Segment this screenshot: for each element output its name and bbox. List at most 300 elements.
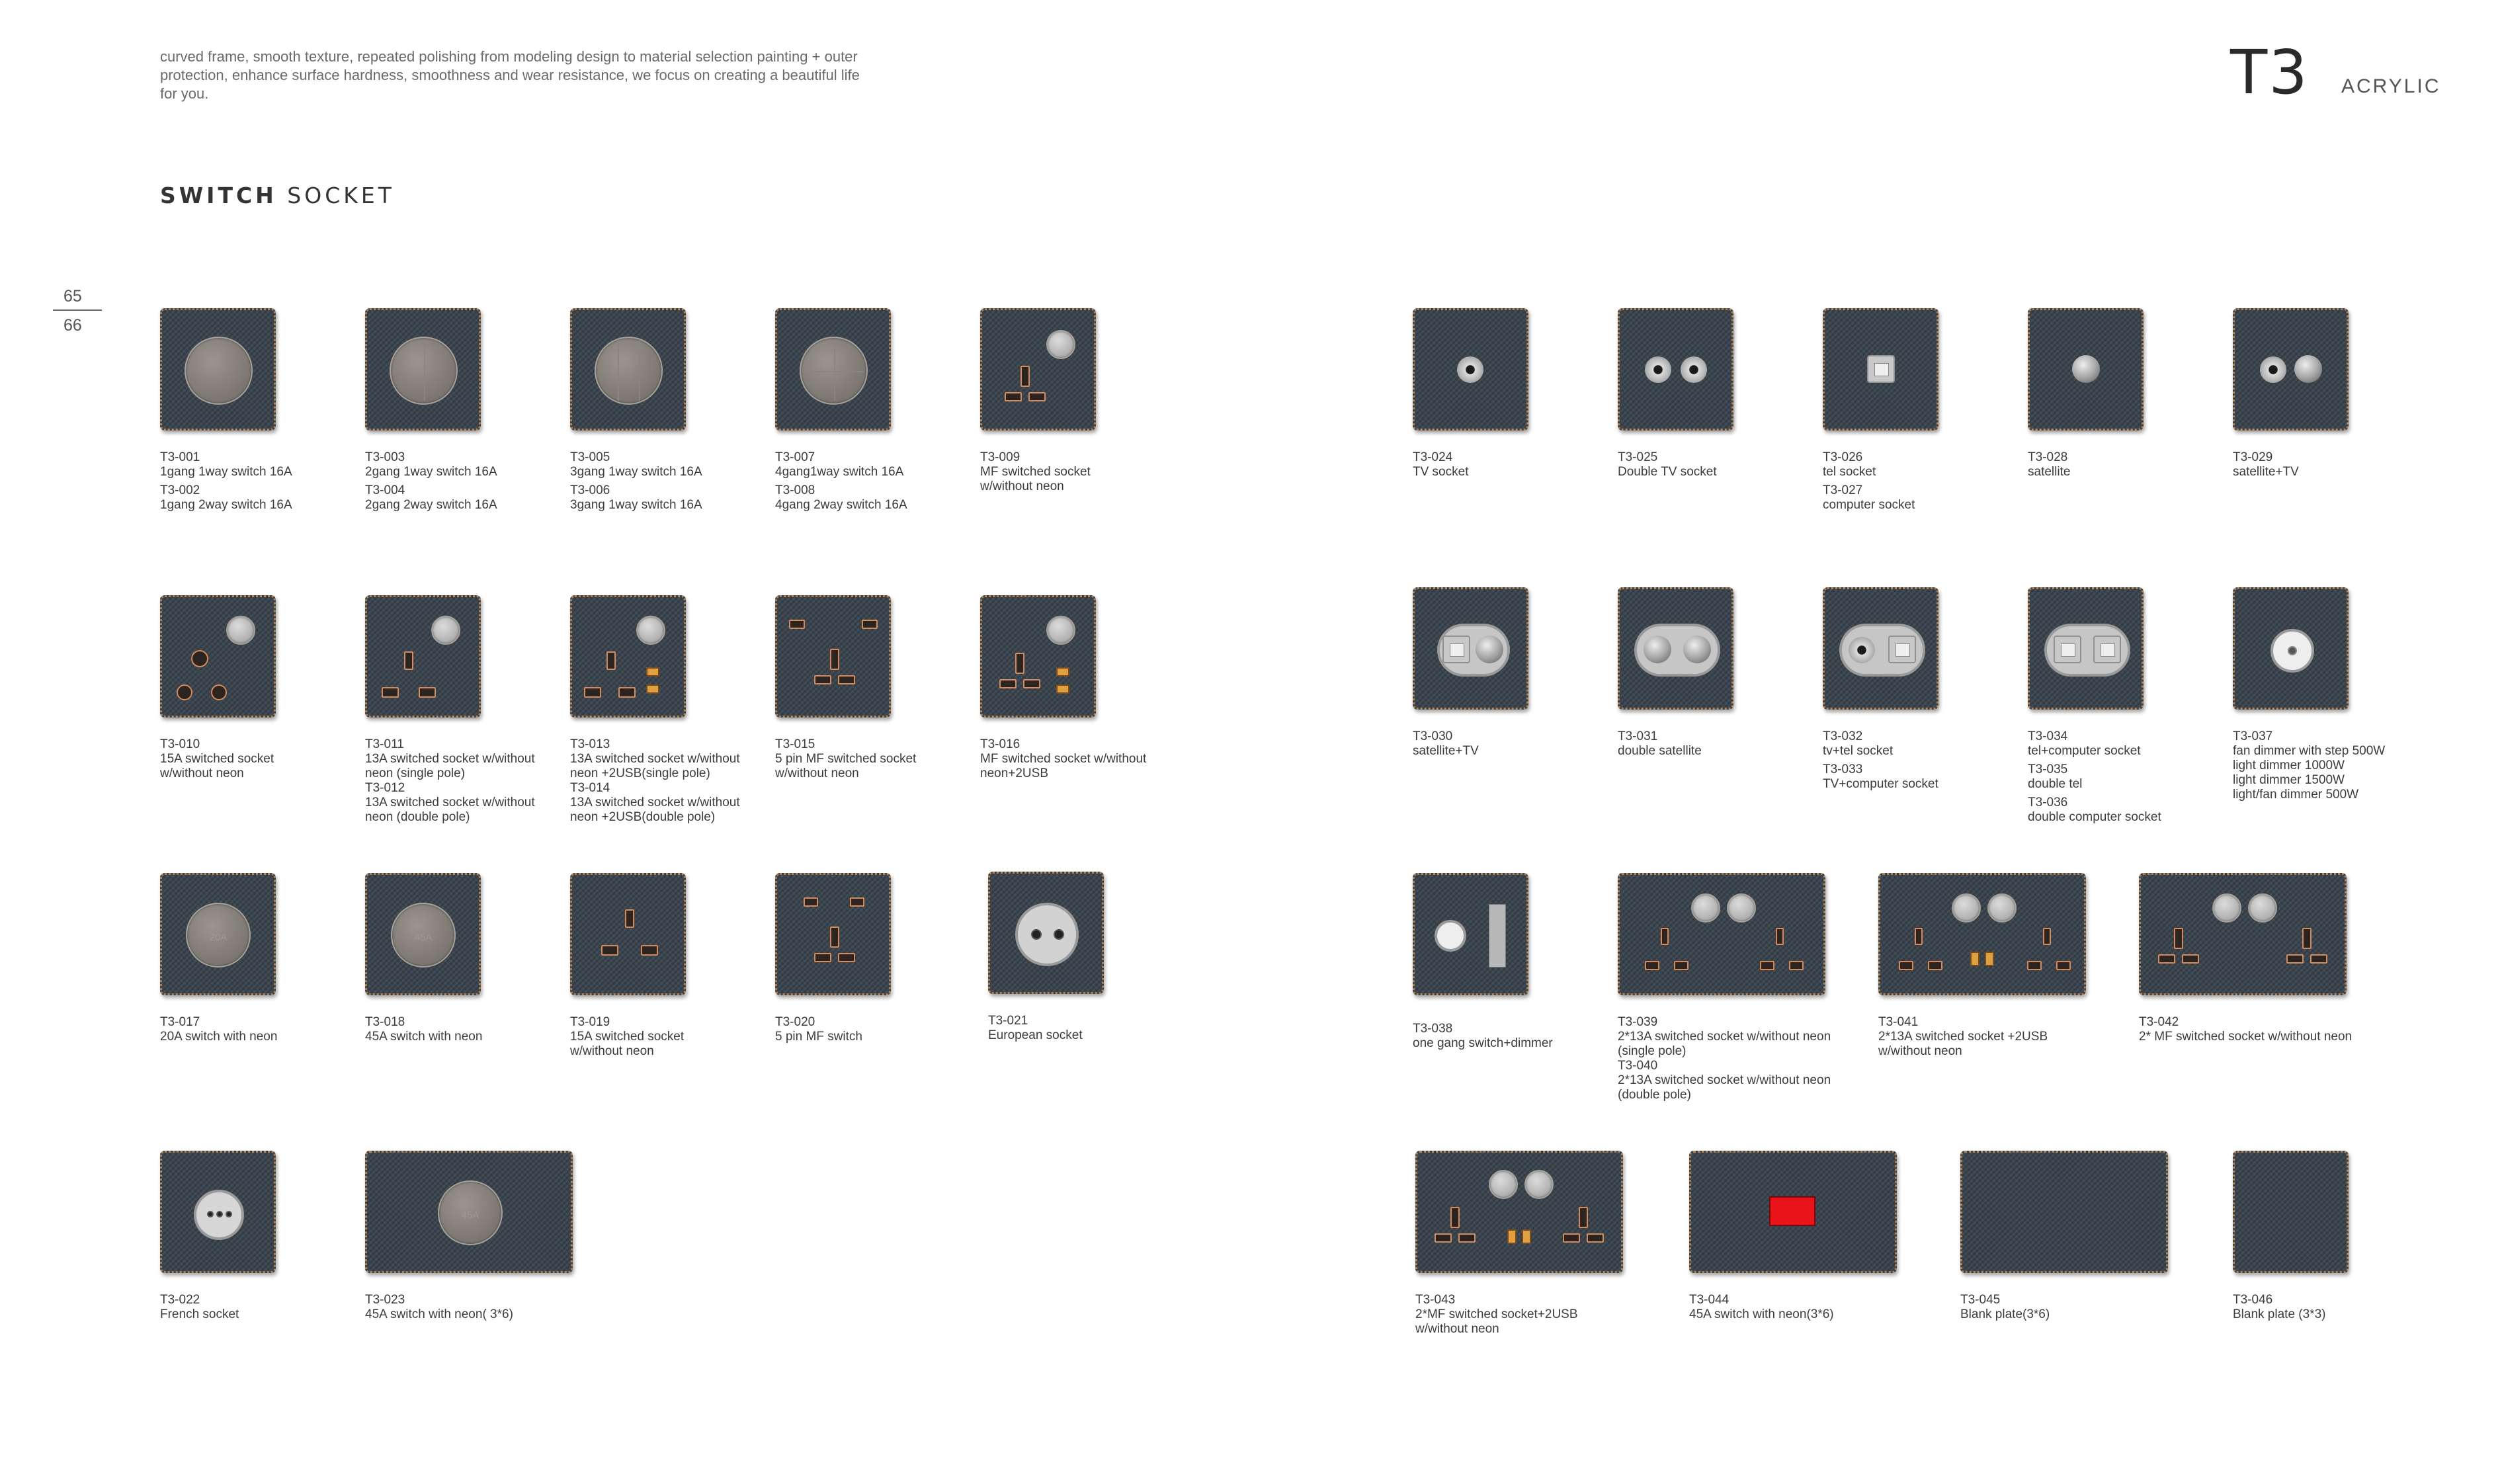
rj-port-icon xyxy=(2054,636,2081,663)
product-desc: fan dimmer with step 500W xyxy=(2233,744,2386,758)
product-code: T3-002 xyxy=(160,483,200,497)
dimmer-knob-icon xyxy=(1435,920,1466,952)
product-image xyxy=(775,873,891,995)
product-desc: 5 pin MF switch xyxy=(775,1030,862,1044)
round-switch-icon: 20A xyxy=(186,903,251,968)
product-code: T3-041 xyxy=(1878,1015,1919,1029)
product-caption xyxy=(2233,450,2349,479)
product-image xyxy=(365,873,481,995)
product-caption xyxy=(1618,450,1733,479)
product-card xyxy=(1415,1151,1623,1337)
round-pin-icon xyxy=(191,650,208,667)
usb-port-icon xyxy=(1985,952,1994,966)
product-image xyxy=(2139,873,2347,995)
page-number-right: 66 xyxy=(63,316,82,335)
product-code: T3-010 xyxy=(160,737,200,751)
round-pin-icon xyxy=(216,1211,223,1217)
product-desc: 13A switched socket w/without xyxy=(570,752,740,766)
product-desc: w/without neon xyxy=(980,479,1064,493)
product-code: T3-019 xyxy=(570,1015,610,1029)
product-desc: satellite+TV xyxy=(2233,465,2299,479)
product-caption xyxy=(570,737,740,825)
product-card xyxy=(1413,587,1528,759)
product-card xyxy=(160,308,292,513)
product-code: T3-029 xyxy=(2233,450,2273,464)
product-caption xyxy=(980,450,1096,494)
product-desc: neon (double pole) xyxy=(365,810,470,824)
model-name: T3 xyxy=(2230,37,2309,108)
product-image xyxy=(2233,587,2349,710)
product-card xyxy=(2139,873,2352,1044)
pin-icon xyxy=(1928,961,1942,970)
product-caption xyxy=(775,450,907,513)
pin-icon xyxy=(2056,961,2071,970)
product-card xyxy=(2233,587,2385,802)
product-image xyxy=(365,1151,573,1273)
product-desc: 13A switched socket w/without xyxy=(365,796,535,809)
pin-icon xyxy=(850,897,864,907)
usb-port-icon xyxy=(1056,684,1069,694)
neon-switch-icon xyxy=(1046,616,1075,645)
product-desc: tel socket xyxy=(1823,465,1876,479)
satellite-connector-icon xyxy=(1476,636,1503,663)
satellite-connector-icon xyxy=(1644,636,1671,663)
product-desc: 45A switch with neon xyxy=(365,1030,483,1044)
pin-icon xyxy=(382,687,399,698)
product-image xyxy=(1618,587,1733,710)
rocker-button xyxy=(595,337,663,405)
pin-icon xyxy=(606,651,616,670)
neon-switch-icon xyxy=(226,616,255,645)
mf-outlet-icon xyxy=(995,653,1044,699)
usb-port-icon xyxy=(1522,1229,1531,1244)
mf-outlet-icon xyxy=(1001,366,1050,412)
product-code: T3-012 xyxy=(365,781,405,795)
product-card xyxy=(2028,587,2161,825)
product-code: T3-015 xyxy=(775,737,815,751)
product-card xyxy=(1960,1151,2168,1322)
product-card xyxy=(775,595,916,781)
page-number-left: 65 xyxy=(63,287,82,306)
product-card xyxy=(570,595,740,825)
neon-switch-icon xyxy=(1524,1170,1554,1199)
product-desc: neon (single pole) xyxy=(365,766,466,780)
mf-outlet-icon xyxy=(2282,928,2331,974)
product-desc: w/without neon xyxy=(1415,1322,1499,1336)
product-code: T3-026 xyxy=(1823,450,1863,464)
product-code: T3-033 xyxy=(1823,763,1863,776)
rocker-button xyxy=(185,337,253,405)
product-image xyxy=(570,873,686,995)
pin-icon xyxy=(601,945,618,956)
neon-switch-icon xyxy=(1952,893,1981,923)
product-image xyxy=(570,308,686,431)
product-desc: double tel xyxy=(2028,777,2083,791)
rj-port-icon xyxy=(2093,636,2121,663)
product-desc: light dimmer 1500W xyxy=(2233,773,2345,787)
pin-icon xyxy=(1899,961,1913,970)
product-code: T3-005 xyxy=(570,450,610,464)
product-code: T3-017 xyxy=(160,1015,200,1029)
mf-outlet-icon xyxy=(2154,928,2203,974)
pin-icon xyxy=(789,620,805,629)
product-card xyxy=(365,308,497,513)
product-caption xyxy=(1413,450,1528,479)
tv-coax-icon xyxy=(1645,356,1671,383)
product-desc: 45A switch with neon(3*6) xyxy=(1689,1307,1834,1321)
product-desc: light/fan dimmer 500W xyxy=(2233,788,2359,802)
product-image xyxy=(1689,1151,1897,1273)
product-desc: 1gang 1way switch 16A xyxy=(160,465,292,479)
product-desc: neon+2USB xyxy=(980,766,1048,780)
neon-switch-icon xyxy=(1987,893,2017,923)
product-image xyxy=(1618,308,1733,431)
round-switch-icon: 45A xyxy=(438,1180,503,1245)
product-desc: w/without neon xyxy=(1878,1044,1962,1058)
product-code: T3-046 xyxy=(2233,1293,2273,1307)
product-card xyxy=(2233,1151,2349,1322)
product-image xyxy=(775,308,891,431)
pin-icon xyxy=(2043,928,2051,945)
product-card xyxy=(160,873,277,1044)
product-image xyxy=(980,595,1096,718)
usb-port-icon xyxy=(1970,952,1979,966)
usb-port-icon xyxy=(646,684,659,694)
neon-switch-icon xyxy=(1046,330,1075,359)
product-caption xyxy=(1618,1015,1831,1102)
product-card xyxy=(365,1151,573,1322)
product-desc: 13A switched socket w/without xyxy=(365,752,535,766)
product-card xyxy=(1413,873,1553,1051)
mf-outlet-icon xyxy=(1431,1207,1479,1253)
usb-port-icon xyxy=(1507,1229,1517,1244)
product-desc: 2gang 2way switch 16A xyxy=(365,498,497,512)
product-code: T3-036 xyxy=(2028,796,2068,809)
pin-icon xyxy=(419,687,436,698)
product-desc: tv+tel socket xyxy=(1823,744,1894,758)
product-code: T3-004 xyxy=(365,483,405,497)
product-desc: (double pole) xyxy=(1618,1088,1691,1102)
product-card xyxy=(1878,873,2086,1059)
neon-switch-icon xyxy=(1489,1170,1518,1199)
product-desc: double satellite xyxy=(1618,744,1702,758)
product-desc: 2*13A switched socket +2USB xyxy=(1878,1030,2048,1044)
product-image xyxy=(988,872,1104,994)
pin-icon xyxy=(1776,928,1784,945)
pin-icon xyxy=(404,651,413,670)
schuko-recess-icon xyxy=(1015,903,1079,966)
product-caption xyxy=(1823,450,1938,513)
round-pin-icon xyxy=(1031,929,1042,940)
product-image xyxy=(1413,308,1528,431)
round-pin-icon xyxy=(207,1211,214,1217)
neon-switch-icon xyxy=(2248,893,2277,923)
section-title-bold: SWITCH xyxy=(160,183,277,208)
product-image xyxy=(1415,1151,1623,1273)
pin-icon xyxy=(862,620,878,629)
product-caption xyxy=(160,1015,277,1044)
product-desc: tel+computer socket xyxy=(2028,744,2141,758)
pin-icon xyxy=(1760,961,1774,970)
product-caption xyxy=(1413,729,1528,759)
usb-port-icon xyxy=(1056,667,1069,677)
product-caption xyxy=(2028,729,2161,825)
product-desc: Double TV socket xyxy=(1618,465,1717,479)
section-title xyxy=(160,183,395,208)
product-image xyxy=(1618,873,1825,995)
product-image xyxy=(2233,308,2349,431)
product-image xyxy=(160,873,276,995)
product-desc: 15A switched socket xyxy=(160,752,274,766)
product-desc: European socket xyxy=(988,1028,1083,1042)
product-desc: neon +2USB(double pole) xyxy=(570,810,716,824)
product-card xyxy=(365,873,482,1044)
product-caption xyxy=(570,1015,686,1059)
product-card xyxy=(775,873,891,1044)
tv-coax-icon xyxy=(1681,356,1707,383)
product-code: T3-023 xyxy=(365,1293,405,1307)
mf-outlet-icon xyxy=(1559,1207,1608,1253)
tv-coax-icon xyxy=(1457,356,1483,383)
product-code: T3-043 xyxy=(1415,1293,1456,1307)
product-caption xyxy=(365,450,497,513)
page-number-divider xyxy=(53,309,102,311)
rj-port-icon xyxy=(1888,636,1916,663)
product-code: T3-034 xyxy=(2028,729,2068,743)
product-code: T3-039 xyxy=(1618,1015,1658,1029)
product-desc: 4gang1way switch 16A xyxy=(775,465,904,479)
material-label: ACRYLIC xyxy=(2341,75,2441,97)
product-desc: computer socket xyxy=(1823,498,1915,512)
product-desc: 2*13A switched socket w/without neon xyxy=(1618,1030,1831,1044)
product-card xyxy=(1823,587,1938,792)
neon-switch-icon xyxy=(2212,893,2241,923)
dimmer-center xyxy=(2288,646,2297,655)
neon-switch-icon xyxy=(431,616,460,645)
product-desc: 13A switched socket w/without xyxy=(570,796,740,809)
product-code: T3-011 xyxy=(365,737,404,751)
pin-icon xyxy=(1789,961,1804,970)
product-code: T3-038 xyxy=(1413,1022,1453,1036)
usb-port-icon xyxy=(646,667,659,677)
product-desc: French socket xyxy=(160,1307,239,1321)
product-desc: satellite+TV xyxy=(1413,744,1479,758)
product-caption xyxy=(1618,729,1733,759)
product-card xyxy=(1618,873,1831,1102)
product-caption xyxy=(365,1015,482,1044)
product-image xyxy=(1413,873,1528,995)
product-desc: MF switched socket xyxy=(980,465,1091,479)
product-code: T3-013 xyxy=(570,737,610,751)
product-desc: double computer socket xyxy=(2028,810,2161,824)
rocker-switch-icon xyxy=(1489,904,1506,968)
product-code: T3-035 xyxy=(2028,763,2068,776)
product-caption xyxy=(775,737,916,781)
product-image xyxy=(160,308,276,431)
pin-icon xyxy=(1674,961,1688,970)
product-code: T3-030 xyxy=(1413,729,1453,743)
product-desc: TV+computer socket xyxy=(1823,777,1938,791)
product-image xyxy=(570,595,686,718)
product-code: T3-045 xyxy=(1960,1293,2001,1307)
product-caption xyxy=(160,450,292,513)
product-card xyxy=(1823,308,1938,513)
product-desc: 2gang 1way switch 16A xyxy=(365,465,497,479)
pin-icon xyxy=(1645,961,1659,970)
product-card xyxy=(2233,308,2349,479)
pin-icon xyxy=(625,909,634,928)
product-desc: TV socket xyxy=(1413,465,1469,479)
product-image xyxy=(775,595,891,718)
product-card xyxy=(1618,587,1733,759)
product-code: T3-021 xyxy=(988,1014,1028,1028)
product-code: T3-044 xyxy=(1689,1293,1729,1307)
product-caption xyxy=(2139,1015,2352,1044)
product-code: T3-040 xyxy=(1618,1059,1658,1073)
product-desc: 45A switch with neon( 3*6) xyxy=(365,1307,513,1321)
product-card xyxy=(365,595,535,825)
product-code: T3-020 xyxy=(775,1015,815,1029)
product-caption xyxy=(1415,1293,1623,1337)
neon-switch-icon xyxy=(1727,893,1756,923)
product-code: T3-001 xyxy=(160,450,200,464)
product-desc: 3gang 1way switch 16A xyxy=(570,465,702,479)
product-code: T3-037 xyxy=(2233,729,2273,743)
product-card xyxy=(1618,308,1733,479)
product-desc: neon +2USB(single pole) xyxy=(570,766,710,780)
product-code: T3-024 xyxy=(1413,450,1453,464)
product-desc: satellite xyxy=(2028,465,2071,479)
product-image xyxy=(1878,873,2086,995)
product-caption xyxy=(365,737,535,825)
product-code: T3-014 xyxy=(570,781,610,795)
product-image xyxy=(160,595,276,718)
product-desc: one gang switch+dimmer xyxy=(1413,1036,1553,1050)
neon-switch-icon xyxy=(1691,893,1720,923)
pin-icon xyxy=(641,945,658,956)
product-desc: w/without neon xyxy=(570,1044,654,1058)
pin-icon xyxy=(804,897,818,907)
product-image xyxy=(980,308,1096,431)
tv-coax-icon xyxy=(1849,637,1875,663)
neon-switch-icon xyxy=(636,616,665,645)
product-desc: 15A switched socket xyxy=(570,1030,685,1044)
rocker-button xyxy=(390,337,458,405)
round-switch-icon: 45A xyxy=(391,903,456,968)
product-desc: (single pole) xyxy=(1618,1044,1687,1058)
product-caption xyxy=(2233,1293,2349,1322)
product-image xyxy=(1823,587,1938,710)
product-card xyxy=(980,308,1096,494)
product-image xyxy=(1413,587,1528,710)
product-desc: Blank plate (3*3) xyxy=(2233,1307,2326,1321)
section-title-light: SOCKET xyxy=(287,183,395,208)
product-desc: 5 pin MF switched socket xyxy=(775,752,917,766)
pin-icon xyxy=(2027,961,2042,970)
product-code: T3-009 xyxy=(980,450,1021,464)
product-caption xyxy=(980,737,1146,781)
product-code: T3-007 xyxy=(775,450,815,464)
product-code: T3-006 xyxy=(570,483,610,497)
product-card xyxy=(1689,1151,1897,1322)
product-desc: light dimmer 1000W xyxy=(2233,759,2345,772)
rocker-button xyxy=(800,337,868,405)
pin-icon xyxy=(584,687,601,698)
product-desc: 2*MF switched socket+2USB xyxy=(1415,1307,1578,1321)
product-caption xyxy=(160,737,276,781)
product-caption xyxy=(1960,1293,2168,1322)
product-code: T3-018 xyxy=(365,1015,405,1029)
product-code: T3-027 xyxy=(1823,483,1863,497)
pin-icon xyxy=(1915,928,1923,945)
tv-coax-icon xyxy=(2260,356,2286,383)
product-desc: Blank plate(3*6) xyxy=(1960,1307,2050,1321)
pin-icon xyxy=(618,687,636,698)
product-code: T3-016 xyxy=(980,737,1021,751)
product-code: T3-042 xyxy=(2139,1015,2179,1029)
round-pin-icon xyxy=(226,1211,232,1217)
product-code: T3-032 xyxy=(1823,729,1863,743)
product-image xyxy=(365,595,481,718)
product-card xyxy=(1413,308,1528,479)
satellite-connector-icon xyxy=(2072,355,2100,383)
product-code: T3-022 xyxy=(160,1293,200,1307)
product-caption xyxy=(2233,729,2385,802)
product-caption xyxy=(1689,1293,1897,1322)
product-desc: 3gang 1way switch 16A xyxy=(570,498,702,512)
product-desc: MF switched socket w/without xyxy=(980,752,1147,766)
product-caption xyxy=(988,1014,1104,1043)
round-pin-icon xyxy=(211,684,227,700)
product-code: T3-003 xyxy=(365,450,405,464)
product-image xyxy=(2233,1151,2349,1273)
product-image xyxy=(365,308,481,431)
product-desc: w/without neon xyxy=(775,766,859,780)
product-code: T3-008 xyxy=(775,483,815,497)
product-image xyxy=(160,1151,276,1273)
product-card xyxy=(570,308,702,513)
product-card xyxy=(2028,308,2144,479)
product-code: T3-025 xyxy=(1618,450,1658,464)
neon-indicator-icon xyxy=(1769,1196,1815,1226)
product-desc: 2* MF switched socket w/without neon xyxy=(2139,1030,2353,1044)
mf-outlet-icon xyxy=(810,649,859,695)
product-caption xyxy=(160,1293,276,1322)
product-image xyxy=(2028,587,2144,710)
mf-outlet-icon xyxy=(810,927,859,973)
intro-text: curved frame, smooth texture, repeated polishing from modeling design to material selection painting + outer protection, enhance surface hardness, smoothness and wear resistance, we focus on creating a beautiful life for you. xyxy=(160,48,860,102)
product-caption xyxy=(775,1015,891,1044)
product-caption xyxy=(570,450,702,513)
product-caption xyxy=(1413,1022,1553,1051)
product-image xyxy=(2028,308,2144,431)
product-image xyxy=(1823,308,1938,431)
round-pin-icon xyxy=(1054,929,1064,940)
product-caption xyxy=(365,1293,573,1322)
satellite-connector-icon xyxy=(2294,355,2322,383)
satellite-connector-icon xyxy=(1683,636,1711,663)
pin-icon xyxy=(1661,928,1669,945)
product-desc: 4gang 2way switch 16A xyxy=(775,498,907,512)
product-caption xyxy=(1823,729,1938,792)
product-card xyxy=(988,872,1104,1043)
product-card xyxy=(775,308,907,513)
product-caption xyxy=(2028,450,2144,479)
rj-port-icon xyxy=(1867,355,1895,383)
product-card xyxy=(160,1151,276,1322)
round-pin-icon xyxy=(177,684,192,700)
product-caption xyxy=(1878,1015,2086,1059)
